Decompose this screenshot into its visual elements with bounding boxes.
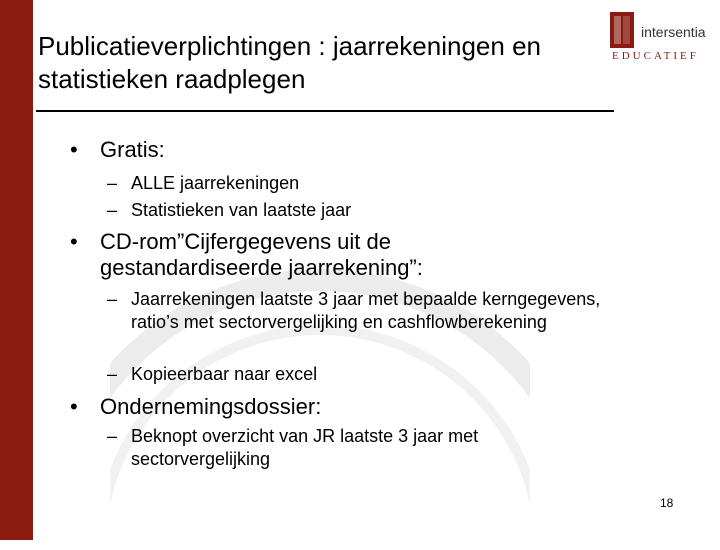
sub-bullet-marker: –: [107, 200, 118, 220]
sub-bullet-text: ALLE jaarrekeningen: [131, 173, 300, 193]
logo-mark-icon: [610, 12, 634, 48]
page-number: 18: [660, 496, 674, 510]
sub-bullet-marker: –: [107, 426, 118, 446]
sub-bullet-text: Beknopt overzicht van JR laatste 3 jaar met sectorvergelijking: [131, 426, 479, 469]
intersentia-logo: [610, 10, 716, 64]
bullet-text: Gratis:: [100, 137, 165, 162]
bullet-marker: •: [70, 137, 78, 162]
sub-bullet-marker: –: [107, 173, 118, 193]
slide-title: Publicatieverplichtingen : jaarrekeningen en statistieken raadplegen: [38, 31, 541, 94]
sub-bullet-text: Jaarrekeningen laatste 3 jaar met bepaalde kerngegevens, ratio’s met sectorvergelijking en cashflowberekening: [131, 289, 601, 332]
bullet-text: CD-rom”Cijfergegevens uit de gestandardiseerde jaarrekening”:: [100, 229, 423, 280]
logo-subtitle: EDUCATIEF: [612, 50, 699, 62]
sub-bullet-marker: –: [107, 289, 118, 309]
sub-bullet-text: Statistieken van laatste jaar: [131, 200, 352, 220]
bullet-marker: •: [70, 229, 78, 254]
sub-bullet-text: Kopieerbaar naar excel: [131, 364, 318, 384]
bullet-marker: •: [70, 394, 78, 419]
left-accent-bar: [0, 0, 33, 540]
bullet-text: Ondernemingsdossier:: [100, 394, 322, 419]
logo-name: intersentia: [641, 24, 706, 40]
title-underline: [36, 110, 614, 112]
sub-bullet-marker: –: [107, 364, 118, 384]
